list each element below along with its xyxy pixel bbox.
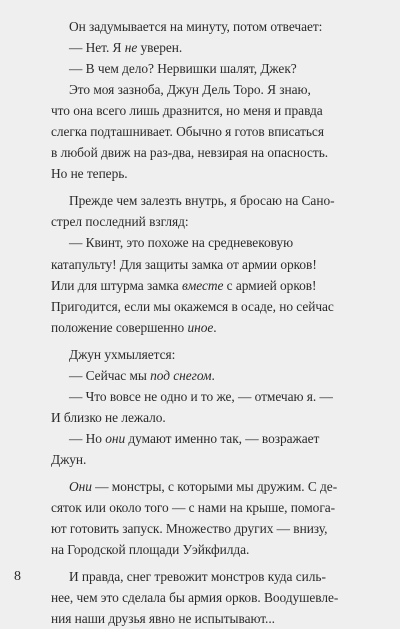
text-line: что она всего лишь дразнится, но меня и правда bbox=[51, 103, 323, 119]
text-line bbox=[33, 365, 370, 386]
paragraph-1 bbox=[33, 16, 370, 37]
paragraph-12 bbox=[33, 566, 370, 629]
text-line bbox=[33, 476, 370, 497]
text-line: на Городской площади Уэйкфилда. bbox=[51, 542, 250, 558]
text-line: — В чем дело? Нервишки шалят, Джек? bbox=[69, 61, 297, 77]
paragraph-5 bbox=[33, 190, 370, 232]
text-line: стрел последний взгляд: bbox=[51, 214, 189, 230]
book-page-text bbox=[33, 16, 370, 629]
text-run: — Нет. Я bbox=[69, 40, 125, 56]
text-line: ют готовить запуск. Множество других — внизу, bbox=[51, 521, 328, 537]
text-line: слегка подташнивает. Обычно я готов вписаться bbox=[51, 124, 324, 140]
text-line: Он задумывается на минуту, потом отвечает: bbox=[69, 19, 323, 34]
text-line: Джун ухмыляется: bbox=[69, 346, 176, 362]
text-line: ния наши друзья явно не испытывают... bbox=[51, 611, 275, 627]
paragraph-2 bbox=[33, 37, 370, 58]
text-line bbox=[33, 37, 370, 58]
text-line bbox=[33, 317, 370, 338]
paragraph-11 bbox=[33, 476, 370, 560]
paragraph-7 bbox=[33, 344, 370, 365]
text-run: положение совершенно bbox=[51, 319, 188, 335]
paragraph-8 bbox=[33, 365, 370, 386]
italic-text: не bbox=[124, 40, 138, 56]
italic-text: под снегом bbox=[150, 367, 212, 383]
text-run: — Сейчас мы bbox=[69, 367, 151, 383]
paragraph-10 bbox=[33, 428, 370, 470]
text-line: нее, чем это сделала бы армия орков. Воодушевле- bbox=[51, 590, 339, 606]
paragraph-9 bbox=[33, 386, 370, 428]
text-line: Но не теперь. bbox=[51, 166, 128, 182]
text-line bbox=[33, 275, 370, 296]
text-run: с армией орков! bbox=[223, 277, 317, 293]
text-run: уверен. bbox=[137, 40, 183, 56]
text-line: И правда, снег тревожит монстров куда силь- bbox=[69, 569, 326, 585]
paragraph-4 bbox=[33, 79, 370, 184]
page-number: 8 bbox=[14, 569, 21, 584]
text-line: Пригодится, если мы окажемся в осаде, но сейчас bbox=[51, 298, 334, 314]
italic-text: Они bbox=[69, 478, 92, 494]
text-run: . bbox=[211, 367, 215, 383]
italic-text: вместе bbox=[181, 277, 224, 293]
text-run: — монстры, с которыми мы дружим. С де- bbox=[91, 478, 338, 494]
text-line: сяток или около того — с нами на крыше, помога- bbox=[51, 500, 336, 516]
italic-text: они bbox=[105, 430, 126, 446]
text-line: — Что вовсе не одно и то же, — отмечаю я. — bbox=[69, 388, 333, 404]
text-line: Прежде чем залезть внутрь, я бросаю на Сано- bbox=[69, 193, 335, 209]
text-line: И близко не лежало. bbox=[51, 409, 166, 425]
text-run: — Но bbox=[69, 430, 106, 446]
text-run: думают именно так, — возражает bbox=[125, 430, 320, 446]
text-line: катапульту! Для защиты замка от армии орков! bbox=[51, 256, 317, 272]
paragraph-3 bbox=[33, 58, 370, 79]
paragraph-6 bbox=[33, 232, 370, 337]
text-line: в любой движ на раз-два, невзирая на опасность. bbox=[51, 145, 329, 161]
text-line: Джун. bbox=[51, 451, 87, 467]
text-line: — Квинт, это похоже на средневековую bbox=[69, 235, 294, 251]
text-line bbox=[33, 428, 370, 449]
text-line: Это моя зазноба, Джун Дель Торо. Я знаю, bbox=[69, 82, 311, 98]
italic-text: иное bbox=[187, 319, 214, 335]
text-run: Или для штурма замка bbox=[51, 277, 182, 293]
text-run: . bbox=[213, 319, 217, 335]
